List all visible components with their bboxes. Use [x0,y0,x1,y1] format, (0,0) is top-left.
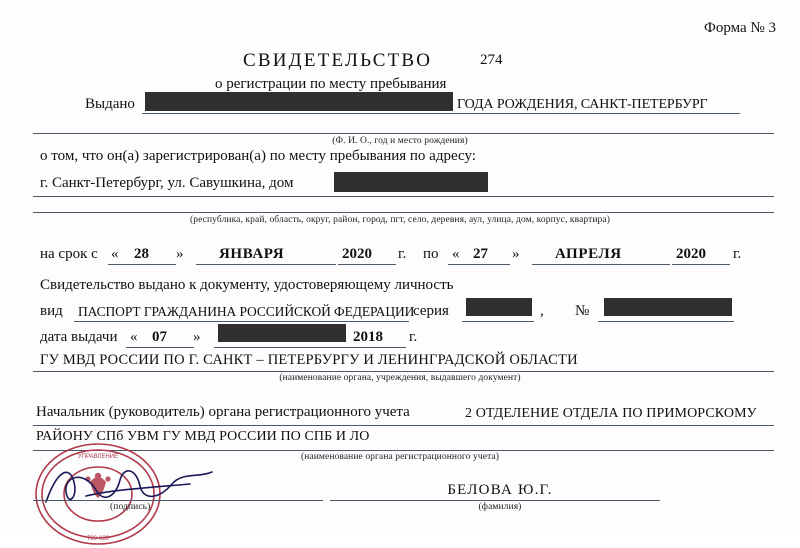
term-god-2: г. [733,246,742,262]
term-year-from: 2020 [342,246,372,262]
form-number: Форма № 3 [704,20,776,36]
issued-label: Выдано [85,96,135,112]
rule-vid [74,321,409,322]
caption-authority: (наименование органа, учреждения, выдавшего документ) [279,373,521,383]
address-text: г. Санкт-Петербург, ул. Савушкина, дом [40,175,294,191]
caption-surname: (фамилия) [478,502,522,512]
passport-number-redaction [604,298,732,316]
rule-issue-month [214,347,350,348]
term-po-label: по [423,246,439,262]
rule-nomer [598,321,734,322]
rule-chief-2 [33,450,774,451]
quote-close-issue-date: » [193,329,201,345]
rule-seria [462,321,534,322]
issue-date-label: дата выдачи [40,329,118,345]
issuing-authority: ГУ МВД РОССИИ ПО Г. САНКТ – ПЕТЕРБУРГУ И ЛЕНИНГРАДСКОЙ ОБЛАСТИ [40,352,578,368]
identity-intro: Свидетельство выдано к документу, удостоверяющему личность [40,277,454,293]
caption-address: (республика, край, область, округ, район, город, пгт, село, деревня, аул, улица, дом, корпус, квартира) [189,215,610,225]
issue-date-year: 2018 [353,329,383,345]
house-number-redaction [334,172,488,192]
certificate-number: 274 [480,52,503,68]
identity-nomer-label: № [575,303,590,319]
rule-signature [33,500,323,501]
rule-chief-1 [33,425,774,426]
svg-text:780-039: 780-039 [86,536,110,542]
quote-open-from: « [111,246,119,262]
caption-fio: (Ф. И. О., год и место рождения) [332,136,468,146]
chief-surname: БЕЛОВА Ю.Г. [447,482,553,498]
identity-seria-label: серия [413,303,449,319]
rule-year-to [672,264,730,265]
issue-month-redaction [218,324,346,342]
term-label: на срок с [40,246,98,262]
rule-day-to [448,264,510,265]
identity-vid-label: вид [40,303,63,319]
identity-vid-value: ПАСПОРТ ГРАЖДАНИНА РОССИЙСКОЙ ФЕДЕРАЦИИ [78,304,415,319]
registration-statement: о том, что он(а) зарегистрирован(а) по месту пребывания по адресу: [40,148,476,164]
rule-issue-year [348,347,406,348]
issue-date-god: г. [409,329,418,345]
chief-authority-line-2: РАЙОНУ СПб УВМ ГУ МВД РОССИИ ПО СПБ И ЛО [36,429,370,444]
issue-date-day: 07 [152,329,167,345]
caption-signature: (подпись) [110,502,151,512]
rule-issue-day [126,347,194,348]
term-month-to: АПРЕЛЯ [555,246,622,262]
rule-address-1 [33,196,774,197]
rule-day-from [108,264,176,265]
document-title: СВИДЕТЕЛЬСТВО [243,50,433,71]
term-day-to: 27 [473,246,488,262]
birth-place-text: ГОДА РОЖДЕНИЯ, САНКТ-ПЕТЕРБУРГ [457,97,708,112]
document-subtitle: о регистрации по месту пребывания [215,76,447,92]
chief-label: Начальник (руководитель) органа регистрационного учета [36,404,410,420]
term-month-from: ЯНВАРЯ [219,246,285,262]
quote-open-issue-date: « [130,329,138,345]
name-redaction [145,92,453,111]
term-day-from: 28 [134,246,149,262]
quote-close-to: » [512,246,520,262]
term-god-1: г. [398,246,407,262]
rule-month-from [196,264,336,265]
rule-month-to [532,264,670,265]
term-year-to: 2020 [676,246,706,262]
rule-year-from [338,264,396,265]
identity-comma: , [540,303,544,319]
quote-close-from: » [176,246,184,262]
rule-surname [330,500,660,501]
rule-fio [33,133,774,134]
quote-open-to: « [452,246,460,262]
rule-address-2 [33,212,774,213]
caption-registration-authority: (наименование органа регистрационного учета) [300,452,500,462]
passport-series-redaction [466,298,532,316]
svg-text:УПРАВЛЕНИЕ: УПРАВЛЕНИЕ [77,454,119,460]
chief-authority-line-1: 2 ОТДЕЛЕНИЕ ОТДЕЛА ПО ПРИМОРСКОМУ [465,406,757,421]
rule-issued [142,113,740,114]
rule-authority [33,371,774,372]
